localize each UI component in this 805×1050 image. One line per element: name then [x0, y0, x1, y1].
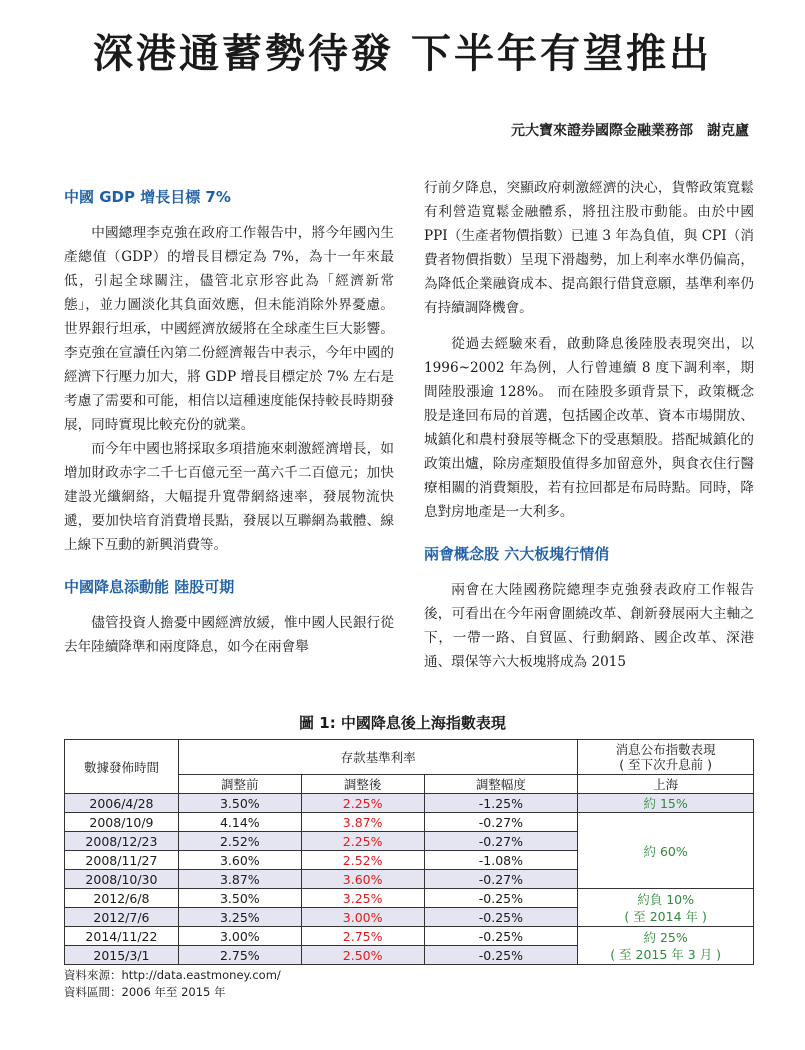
paragraph: 而今年中國也將採取多項措施來刺激經濟增長，如增加財政赤字二千七百億元至一萬六千二百億元；加快建設光纖網絡，大幅提升寬帶網絡速率，發展物流快遞，要加快培育消費增長點，發展以互聯網為載體、線上線下互動的新興消費等。 — [64, 441, 394, 553]
cell-after: 2.75% — [301, 927, 424, 946]
header-change: 調整幅度 — [424, 775, 578, 794]
cell-performance: 約 60% — [578, 813, 754, 889]
header-shanghai: 上海 — [578, 775, 754, 794]
cell-after: 2.25% — [301, 832, 424, 851]
author-byline: 元大寶來證券國際金融業務部 謝克廬 — [511, 123, 749, 139]
cell-date: 2008/10/30 — [65, 870, 179, 889]
cell-before: 3.25% — [178, 908, 301, 927]
cell-performance — [578, 889, 754, 927]
data-source: 資料來源：http://data.eastmoney.com/ — [64, 968, 281, 982]
cell-date: 2014/11/22 — [65, 927, 179, 946]
cell-change: -0.25% — [424, 908, 578, 927]
paragraph: 兩會在大陸國務院總理李克強發表政府工作報告後，可看出在今年兩會圍繞改革、創新發展兩大主軸之下，一帶一路、自貿區、行動網路、國企改革、深港通、環保等六大板塊將成為 2015 — [424, 582, 754, 670]
cell-after: 3.87% — [301, 813, 424, 832]
paragraph: 從過去經驗來看，啟動降息後陸股表現突出，以 1996~2002 年為例，人行曾連續 8 度下調利率，期間陸股漲逾 128%。 而在陸股多頭背景下，政策概念股是逢回布局的首選，包括國企改革、資本市場開放、城鎮化和農村發展等概念下的受惠類股。搭配城鎮化的政策出爐，除房產類股值得多加留意外，與食衣住行醫療相關的消費類股，若有拉回都是布局時點。同時，降息對房地產是一大利多。 — [424, 336, 754, 520]
cell-change: -0.27% — [424, 870, 578, 889]
header-before: 調整前 — [178, 775, 301, 794]
header-after: 調整後 — [301, 775, 424, 794]
paragraph: 儘管投資人擔憂中國經濟放緩，惟中國人民銀行從去年陸續降準和兩度降息，如今在兩會舉 — [64, 615, 394, 655]
performance-line1: 約 25% — [643, 929, 688, 945]
header-performance — [578, 740, 754, 775]
paragraph: 行前夕降息，突顯政府刺激經濟的決心，貨幣政策寬鬆有利營造寬鬆金融體系，將扭注股市動能。由於中國 PPI（生產者物價指數）已連 3 年為負值，與 CPI（消費者物價指數）呈現下滑趨勢，加上利率水準仍偏高，為降低企業融資成本、提高銀行借貸意願，基準利率仍有持續調降機會。 — [424, 180, 754, 316]
rate-cut-table — [64, 739, 754, 965]
cell-after: 2.25% — [301, 794, 424, 813]
table-title: 圖 1: 中國降息後上海指數表現 — [299, 714, 506, 732]
cell-date: 2012/7/6 — [65, 908, 179, 927]
header-performance-line1: 消息公布指數表現 — [615, 742, 716, 757]
cell-before: 2.75% — [178, 946, 301, 965]
table-row — [65, 927, 754, 946]
cell-date: 2008/10/9 — [65, 813, 179, 832]
paragraph: 中國總理李克強在政府工作報告中，將今年國內生產總值（GDP）的增長目標定為 7%，為十一年來最低，引起全球關注，儘管北京形容此為「經濟新常態」，並力圖淡化其負面效應，但未能消除外界憂慮。世界銀行坦承，中國經濟放緩將在全球產生巨大影響。李克強在宣讀任內第二份經濟報告中表示，今年中國的經濟下行壓力加大，將 GDP 增長目標定於 7% 左右是考慮了需要和可能，相信以這種速度能保持較長時期發展，同時實現比較充份的就業。 — [64, 225, 394, 433]
data-period: 資料區間：2006 年至 2015 年 — [64, 985, 226, 999]
header-date: 數據發佈時間 — [65, 740, 179, 794]
cell-after: 2.52% — [301, 851, 424, 870]
table-row — [65, 889, 754, 908]
cell-before: 2.52% — [178, 832, 301, 851]
cell-before: 3.50% — [178, 889, 301, 908]
cell-after: 2.50% — [301, 946, 424, 965]
header-performance-line2: ( 至下次升息前 ) — [619, 757, 712, 772]
cell-performance: 約 15% — [578, 794, 754, 813]
cell-change: -0.25% — [424, 946, 578, 965]
cell-after: 3.25% — [301, 889, 424, 908]
cell-change: -1.08% — [424, 851, 578, 870]
right-column — [424, 176, 754, 674]
section-heading-two-sessions: 兩會概念股 六大板塊行情俏 — [424, 545, 610, 563]
performance-line2: ( 至 2015 年 3 月 ) — [610, 946, 722, 962]
cell-date: 2008/12/23 — [65, 832, 179, 851]
performance-line1: 約負 10% — [637, 891, 695, 907]
cell-change: -1.25% — [424, 794, 578, 813]
table-row — [65, 794, 754, 813]
section-heading-rate-cut: 中國降息添動能 陸股可期 — [64, 578, 235, 596]
cell-date: 2012/6/8 — [65, 889, 179, 908]
cell-before: 4.14% — [178, 813, 301, 832]
cell-before: 3.60% — [178, 851, 301, 870]
article-title: 深港通蓄勢待發 下半年有望推出 — [93, 31, 712, 77]
performance-line2: ( 至 2014 年 ) — [624, 908, 707, 924]
cell-after: 3.00% — [301, 908, 424, 927]
cell-change: -0.27% — [424, 813, 578, 832]
cell-date: 2006/4/28 — [65, 794, 179, 813]
cell-performance — [578, 927, 754, 965]
cell-change: -0.25% — [424, 927, 578, 946]
section-heading-gdp: 中國 GDP 增長目標 7% — [64, 188, 231, 206]
cell-date: 2008/11/27 — [65, 851, 179, 870]
cell-date: 2015/3/1 — [65, 946, 179, 965]
cell-after: 3.60% — [301, 870, 424, 889]
cell-change: -0.27% — [424, 832, 578, 851]
cell-change: -0.25% — [424, 889, 578, 908]
left-column — [64, 185, 394, 659]
table-row — [65, 813, 754, 832]
cell-before: 3.50% — [178, 794, 301, 813]
cell-before: 3.87% — [178, 870, 301, 889]
header-deposit-rate: 存款基準利率 — [178, 740, 577, 775]
cell-before: 3.00% — [178, 927, 301, 946]
